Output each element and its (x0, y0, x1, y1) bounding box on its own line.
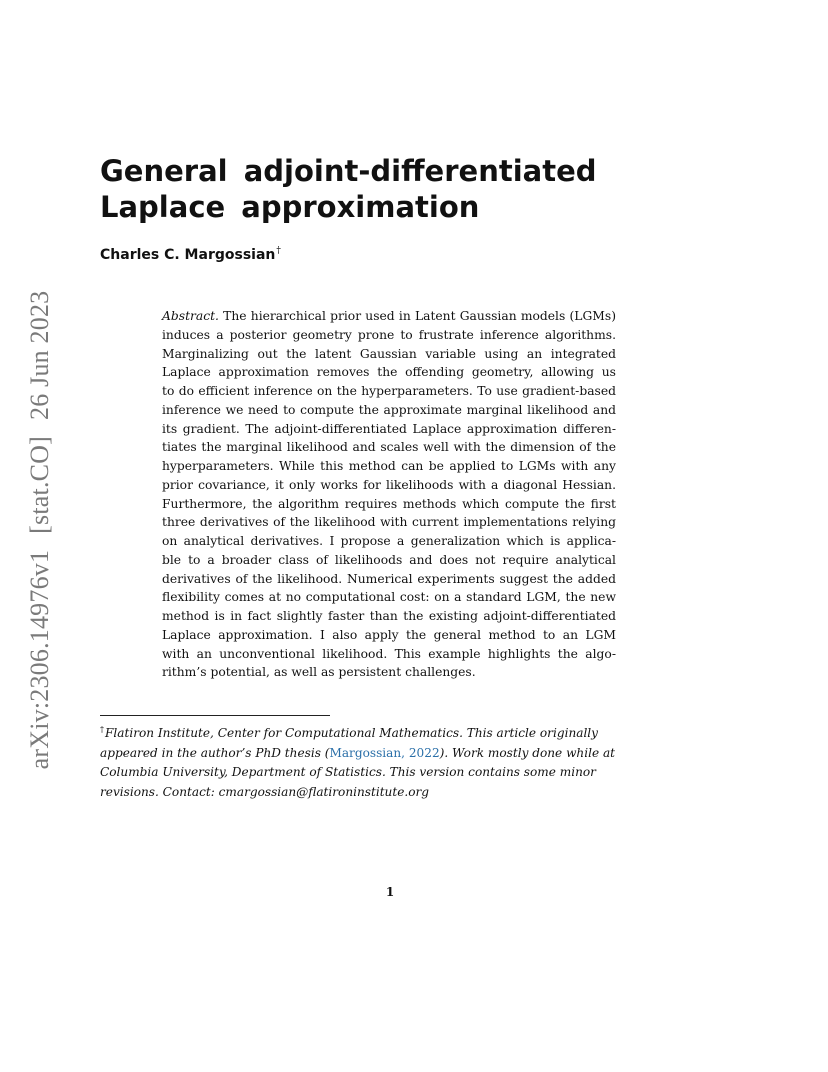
author-footnote-mark: † (276, 246, 281, 256)
citation-author: Margossian (329, 745, 402, 760)
footnote-line: Columbia University, Department of Statistics. This version contains some minor (100, 765, 596, 779)
abstract-line: derivatives of the likelihood. Numerical experiments suggest the added (162, 571, 616, 586)
abstract-lead: Abstract. (162, 309, 219, 323)
arxiv-date: 26 Jun 2023 (25, 290, 54, 420)
abstract-line (162, 307, 616, 326)
footnote-line (100, 720, 640, 744)
arxiv-category: [stat.CO] (25, 435, 54, 534)
arxiv-id: arXiv:2306.14976v1 (25, 549, 54, 770)
citation-year: 2022 (408, 745, 440, 760)
abstract-line: hyperparameters. While this method can be applied to LGMs with any (162, 459, 616, 473)
abstract-first-line-text: The hierarchical prior used in Latent Gaussian models (LGMs) (223, 309, 616, 323)
abstract-line: method is in fact slightly faster than the existing adjoint-differentiated (162, 609, 616, 623)
abstract-line: prior covariance, it only works for likelihoods with a diagonal Hessian. (162, 477, 616, 492)
page-number: 1 (385, 885, 395, 899)
citation-link[interactable] (329, 746, 439, 760)
abstract-line: rithm’s potential, as well as persistent challenges. (162, 665, 476, 680)
abstract-line: Marginalizing out the latent Gaussian variable using an integrated (162, 346, 616, 361)
footnote-line-1-text: Flatiron Institute, Center for Computational Mathematics. This article originally (105, 726, 599, 740)
footnote-line-2-after: ). Work mostly done while at (439, 745, 616, 760)
abstract-line: ble to a broader class of likelihoods and does not require analytical (162, 552, 616, 567)
footnote-rule (100, 715, 330, 716)
abstract-line: Furthermore, the algorithm requires methods which compute the first (162, 496, 616, 511)
author-name: Charles C. Margossian (100, 247, 276, 263)
abstract-line: on analytical derivatives. I propose a generalization which is applica- (162, 534, 616, 548)
abstract-line: induces a posterior geometry prone to frustrate inference algorithms. (162, 327, 616, 342)
author (100, 246, 281, 263)
abstract-line: tiates the marginal likelihood and scales well with the dimension of the (162, 440, 616, 455)
abstract-line: with an unconventional likelihood. This example highlights the algo- (162, 646, 616, 661)
abstract-line: to do efficient inference on the hyperparameters. To use gradient-based (162, 384, 616, 398)
abstract (162, 307, 616, 682)
abstract-line: its gradient. The adjoint-differentiated Laplace approximation differen- (162, 421, 616, 436)
footnote-mark: † (100, 725, 104, 734)
footnote (100, 720, 640, 802)
citation-separator: , (401, 745, 409, 760)
footnote-line-2-before: appeared in the author’s PhD thesis ( (100, 745, 330, 760)
arxiv-stamp (25, 291, 55, 770)
title-line-2: Laplace approximation (100, 190, 480, 224)
abstract-line: flexibility comes at no computational cost: on a standard LGM, the new (162, 590, 616, 605)
abstract-line: three derivatives of the likelihood with current implementations relying (162, 515, 616, 530)
abstract-line: Laplace approximation. I also apply the general method to an LGM (162, 627, 616, 642)
footnote-line: revisions. Contact: cmargossian@flatironinstitute.org (100, 784, 430, 799)
paper-title (100, 153, 597, 225)
abstract-line: Laplace approximation removes the offending geometry, allowing us (162, 365, 616, 380)
title-line-1: General adjoint-differentiated (100, 154, 597, 188)
footnote-line (100, 744, 640, 764)
abstract-line: inference we need to compute the approximate marginal likelihood and (162, 402, 616, 417)
